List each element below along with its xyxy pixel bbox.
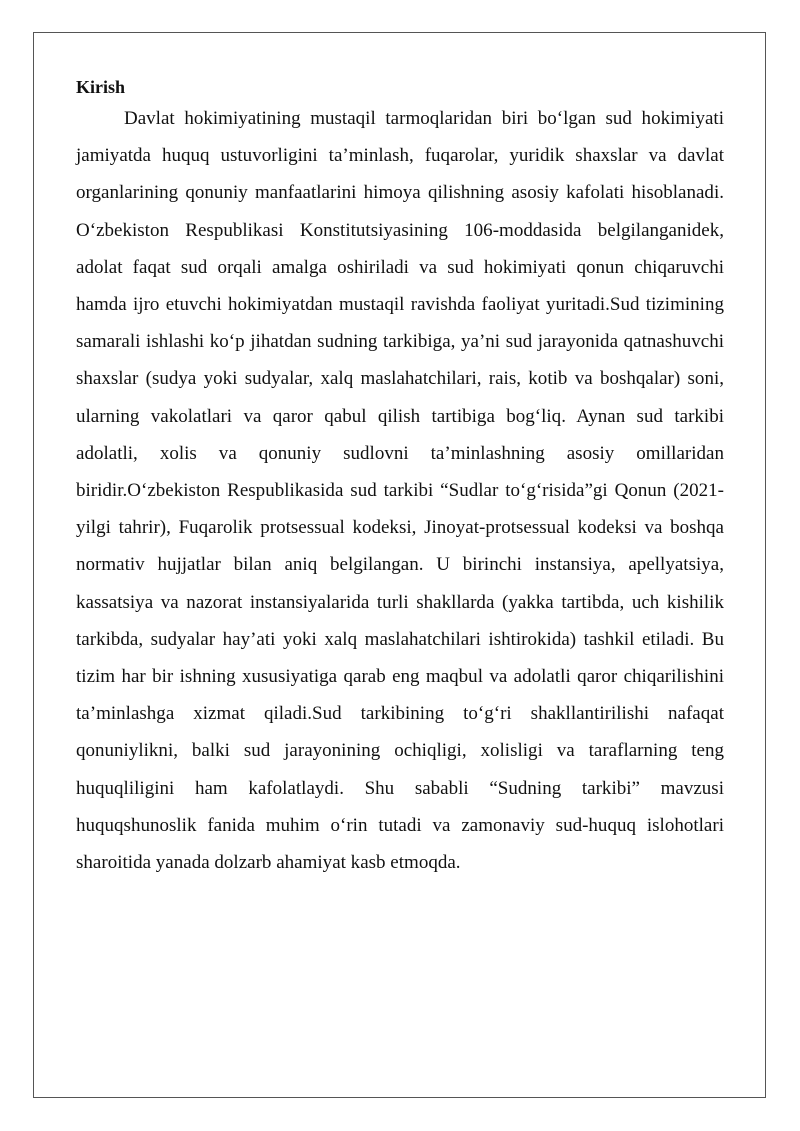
section-heading: Kirish: [76, 77, 126, 97]
body-paragraph: Davlat hokimiyatining mustaqil tarmoqlaridan biri bo‘lgan sud hokimiyati jamiyatda huquq ustuvorligini ta’minlash, fuqarolar, yuridik shaxslar va davlat organlarining qonuniy manfaatlarini himoya qilishning asosiy kafolati hisoblanadi. O‘zbekiston Respublikasi Konstitutsiyasining 106-moddasida belgilanganidek, adolat faqat sud orqali amalga oshiriladi va sud hokimiyati qonun chiqaruvchi hamda ijro etuvchi hokimiyatdan mustaqil ravishda faoliyat yuritadi.Sud tizimining samarali ishlashi ko‘p jihatdan sudning tarkibiga, ya’ni sud jarayonida qatnashuvchi shaxslar (sudya yoki sudyalar, xalq maslahatchilari, rais, kotib va boshqalar) soni, ularning vakolatlari va qaror qabul qilish tartibiga bog‘liq. Aynan sud tarkibi adolatli, xolis va qonuniy sudlovni ta’minlashning asosiy omillaridan biridir.O‘zbekiston Respublikasida sud tarkibi “Sudlar to‘g‘risida”gi Qonun (2021-yilgi tahrir), Fuqarolik protsessual kodeksi, Jinoyat-protsessual kodeksi va boshqa normativ hujjatlar bilan aniq belgilangan. U birinchi instansiya, apellyatsiya, kassatsiya va nazorat instansiyalarida turli shakllarda (yakka tartibda, uch kishilik tarkibda, sudyalar hay’ati yoki xalq maslahatchilari ishtirokida) tashkil etiladi. Bu tizim har bir ishning xususiyatiga qarab eng maqbul va adolatli qaror chiqarilishini ta’minlashga xizmat qiladi.Sud tarkibining to‘g‘ri shakllantirilishi nafaqat qonuniylikni, balki sud jarayonining ochiqligi, xolisligi va taraflarning teng huquqliligini ham kafolatlaydi. Shu sababli “Sudning tarkibi” mavzusi huquqshunoslik fanida muhim o‘rin tutadi va zamonaviy sud-huquq islohotlari sharoitida yanada dolzarb ahamiyat kasb etmoqda.: [76, 108, 724, 874]
document-content: [76, 74, 724, 881]
